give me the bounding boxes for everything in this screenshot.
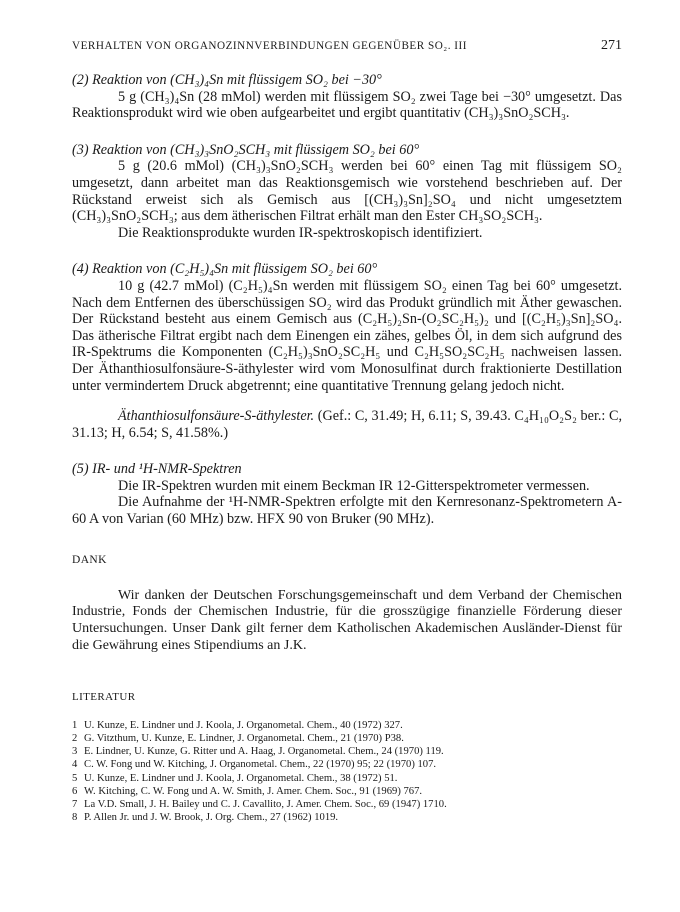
section-heading: (5) IR- und ¹H-NMR-Spektren [72, 461, 242, 478]
reference-item: 5 U. Kunze, E. Lindner und J. Koola, J. Organometal. Chem., 38 (1972) 51. [72, 772, 398, 784]
section-heading: (3) Reaktion von (CH₃)₃SnO₂SCH₃ mit flüssigem SO₂ bei 60° [72, 141, 420, 158]
paragraph: Die Reaktionsprodukte wurden IR-spektroskopisch identifiziert. [118, 224, 483, 241]
section-3 [72, 142, 622, 242]
dank-heading: DANK [72, 553, 107, 566]
section-heading: (2) Reaktion von (CH₃)₄Sn mit flüssigem SO₂ bei −30° [72, 72, 382, 88]
elemental-analysis: (Gef.: C, 31.49; H, 6.11; S, 39.43. C₄H₁₀O₂S₂ ber.: C, 31.13; H, 6.54; S, 41.58%.) [72, 408, 623, 441]
reference-item: 3 E. Lindner, U. Kunze, G. Ritter und A. Haag, J. Organometal. Chem., 24 (1970) 119. [72, 746, 444, 758]
running-title: VERHALTEN VON ORGANOZINNVERBINDUNGEN GEGENÜBER SO₂. III [72, 40, 467, 52]
paragraph: 5 g (20.6 mMol) (CH₃)₃SnO₂SCH₃ werden bei 60° einen Tag mit flüssigem SO₂ umgesetzt, dann arbeitet man das Reaktionsgemisch wie vorstehend beschrieben auf. Der Rückstand erweist sich als Gemisch aus [(CH₃)₃Sn]₂SO₄ und nicht umgesetztem (CH₃)₃SnO₂SCH₃; aus dem ätherischen Filtrat erhält man den Ester CH₃SO₂SCH₃. [72, 158, 622, 225]
section-4 [72, 261, 622, 441]
reference-item: 8 P. Allen Jr. und J. W. Brook, J. Org. Chem., 27 (1962) 1019. [72, 812, 339, 824]
reference-item: 1 U. Kunze, E. Lindner und J. Koola, J. Organometal. Chem., 40 (1972) 327. [72, 719, 403, 731]
acknowledgement-paragraph: Wir danken der Deutschen Forschungsgemeinschaft und dem Verband der Chemischen Industrie, Fonds der Chemischen Industrie, für die grosszügige finanzielle Förderung dieser Untersuchungen. Unser Dank gilt ferner dem Katholischen Akademischen Ausländer-Dienst für die Gewährung eines Stipendiums an J.K. [72, 587, 622, 654]
analysis-paragraph [72, 408, 622, 441]
page-number: 271 [601, 38, 622, 53]
reference-item: 7 La V.D. Small, J. H. Bailey und C. J. Cavallito, J. Amer. Chem. Soc., 69 (1947) 1710. [72, 799, 447, 811]
paragraph: 10 g (42.7 mMol) (C₂H₅)₄Sn werden mit flüssigem SO₂ einen Tag bei 60° umgesetzt. Nach dem Entfernen des überschüssigen SO₂ wird das Produkt gründlich mit Äther gewaschen. Der Rückstand besteht aus einem Gemisch aus (C₂H₅)₂Sn-(O₂SC₂H₅)₂ und [(C₂H₅)₃Sn]₂SO₄. Das ätherische Filtrat ergibt nach dem Einengen ein zähes, gelbes Öl, in dem sich aufgrund des IR-Spektrums die Komponenten (C₂H₅)₃SnO₂SC₂H₅ und C₂H₅SO₂SC₂H₅ nachweisen lassen. Der Äthanthiosulfonsäure-S-äthylester wird vom Monosulfinat durch fraktionierte Destillation unter vermindertem Druck abgetrennt; eine quantitative Trennung gelang jedoch nicht. [72, 277, 622, 394]
compound-name: Äthanthiosulfonsäure-S-äthylester. [118, 408, 315, 425]
running-header [72, 38, 622, 58]
reference-item: 4 C. W. Fong und W. Kitching, J. Organometal. Chem., 22 (1970) 95; 22 (1970) 107. [72, 759, 437, 771]
reference-list [72, 719, 622, 825]
section-heading: (4) Reaktion von (C₂H₅)₄Sn mit flüssigem SO₂ bei 60° [72, 261, 378, 278]
paragraph: Die IR-Spektren wurden mit einem Beckman IR 12-Gitterspektrometer vermessen. [118, 477, 590, 494]
paragraph: Die Aufnahme der ¹H-NMR-Spektren erfolgte mit den Kernresonanz-Spektrometern A-60 A von Varian (60 MHz) bzw. HFX 90 von Bruker (90 MHz). [72, 494, 622, 528]
reference-item: 6 W. Kitching, C. W. Fong und A. W. Smith, J. Amer. Chem. Soc., 91 (1969) 767. [72, 785, 423, 797]
journal-page [72, 38, 622, 824]
section-2 [72, 72, 622, 122]
section-5 [72, 461, 622, 527]
reference-item: 2 G. Vitzthum, U. Kunze, E. Lindner, J. Organometal. Chem., 21 (1970) P38. [72, 733, 404, 745]
literatur-heading: LITERATUR [72, 690, 136, 703]
paragraph: 5 g (CH₃)₄Sn (28 mMol) werden mit flüssigem SO₂ zwei Tage bei −30° umgesetzt. Das Reaktionsprodukt wird wie oben aufgearbeitet und ergibt quantitativ (CH₃)₃SnO₂SCH₃. [72, 88, 622, 122]
